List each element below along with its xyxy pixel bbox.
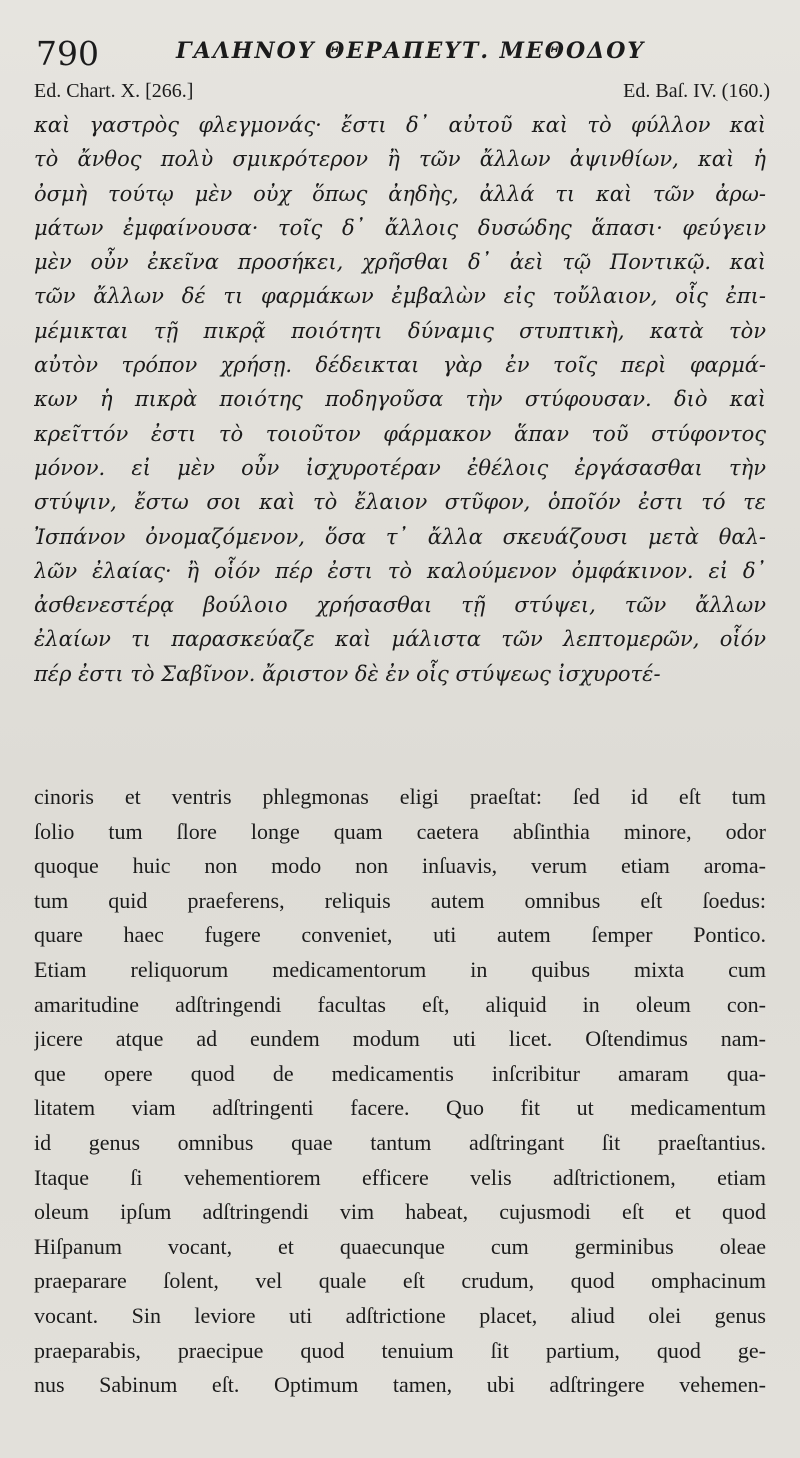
- running-title: ΓΑΛΗΝΟΥ ΘΕΡΑΠΕΥΤ. ΜΕΘΟΔΟΥ: [176, 38, 646, 64]
- page-number: 790: [36, 34, 99, 73]
- greek-text-line: στύψιν, ἔστω σοι καὶ τὸ ἔλαιον στῦφον, ὁποῖόν ἐστι τό τε: [34, 490, 766, 515]
- latin-text-line: Hiſpanum vocant, et quaecunque cum germinibus oleae: [34, 1233, 766, 1259]
- latin-text-line: ſolio tum ſlore longe quam caetera abſinthia minore, odor: [34, 818, 766, 844]
- latin-text-line: cinoris et ventris phlegmonas eligi praeſtat: ſed id eſt tum: [34, 784, 766, 809]
- greek-text-line: λῶν ἐλαίας· ἢ οἷόν πέρ ἐστι τὸ καλούμενον ὀμφάκινον. εἰ δ᾽: [34, 558, 766, 583]
- latin-text-line: que opere quod de medicamentis inſcribitur amaram qua-: [34, 1060, 766, 1086]
- latin-text-line: Itaque ſi vehementiorem efficere velis adſtrictionem, etiam: [34, 1164, 766, 1190]
- greek-text-line: ὀσμὴ τούτῳ μὲν οὐχ ὅπως ἀηδὴς, ἀλλά τι καὶ τῶν ἀρω-: [34, 181, 766, 206]
- edition-chartier-reference: Ed. Chart. X. [266.]: [34, 80, 194, 102]
- latin-text-line: vocant. Sin leviore uti adſtrictione placet, aliud olei genus: [34, 1302, 766, 1328]
- greek-text-line: μέμικται τῇ πικρᾷ ποιότητι δύναμις στυπτικὴ, κατὰ τὸν: [34, 318, 766, 343]
- greek-text-line: κων ἡ πικρὰ ποιότης ποδηγοῦσα τὴν στύφουσαν. διὸ καὶ: [34, 387, 766, 412]
- page-header: [36, 34, 766, 80]
- latin-text-line: oleum ipſum adſtringendi vim habeat, cujusmodi eſt et quod: [34, 1199, 766, 1225]
- latin-text-line: id genus omnibus quae tantum adſtringant ſit praeſtantius.: [34, 1129, 766, 1155]
- greek-text-line: μάτων ἐμφαίνουσα· τοῖς δ᾽ ἄλλοις δυσώδης ἅπασι· φεύγειν: [34, 215, 766, 240]
- latin-text-line: litatem viam adſtringenti facere. Quo fit ut medicamentum: [34, 1095, 766, 1121]
- edition-basel-reference: Ed. Baſ. IV. (160.): [623, 80, 770, 102]
- greek-text-line: μὲν οὖν ἐκεῖνα προσήκει, χρῆσθαι δ᾽ ἀεὶ τῷ Ποντικῷ. καὶ: [34, 250, 766, 275]
- greek-text-line: αὐτὸν τρόπον χρήσῃ. δέδεικται γὰρ ἐν τοῖς περὶ φαρμά-: [34, 353, 766, 378]
- greek-text-column: [34, 108, 766, 691]
- latin-text-line: quoque huic non modo non inſuavis, verum etiam aroma-: [34, 853, 766, 879]
- latin-text-line: Etiam reliquorum medicamentorum in quibus mixta cum: [34, 956, 766, 982]
- greek-text-line: ἐλαίων τι παρασκεύαζε καὶ μάλιστα τῶν λεπτομερῶν, οἷόν: [34, 627, 766, 652]
- latin-text-line: tum quid praeferens, reliquis autem omnibus eſt ſoedus:: [34, 887, 766, 913]
- greek-text-line: καὶ γαστρὸς φλεγμονάς· ἔστι δ᾽ αὐτοῦ καὶ τὸ φύλλον καὶ: [34, 113, 766, 137]
- latin-text-line: praeparabis, praecipue quod tenuium ſit partium, quod ge-: [34, 1337, 766, 1363]
- latin-text-line: jicere atque ad eundem modum uti licet. Oſtendimus nam-: [34, 1026, 766, 1052]
- edition-reference-row: [34, 80, 770, 108]
- latin-text-line: nus Sabinum eſt. Optimum tamen, ubi adſtringere vehemen-: [34, 1372, 766, 1398]
- greek-text-line: μόνον. εἰ μὲν οὖν ἰσχυροτέραν ἐθέλοις ἐργάσασθαι τὴν: [34, 455, 766, 480]
- greek-text-line: τὸ ἄνθος πολὺ σμικρότερον ἢ τῶν ἄλλων ἀψινθίων, καὶ ἡ: [34, 147, 766, 172]
- latin-text-line: quare haec fugere conveniet, uti autem ſemper Pontico.: [34, 922, 766, 948]
- greek-text-line: ἀσθενεστέρᾳ βούλοιο χρήσασθαι τῇ στύψει, τῶν ἄλλων: [34, 593, 766, 618]
- greek-text-line: κρεῖττόν ἐστι τὸ τοιοῦτον φάρμακον ἅπαν τοῦ στύφοντος: [34, 421, 766, 446]
- latin-text-line: amaritudine adſtringendi facultas eſt, aliquid in oleum con-: [34, 991, 766, 1017]
- greek-text-line: πέρ ἐστι τὸ Σαβῖνον. ἄριστον δὲ ἐν οἷς στύψεως ἰσχυροτέ-: [34, 661, 661, 686]
- latin-translation-column: [34, 780, 766, 1403]
- greek-text-line: τῶν ἄλλων δέ τι φαρμάκων ἐμβαλὼν εἰς τοὔλαιον, οἷς ἐπι-: [34, 284, 766, 309]
- greek-text-line: Ἰσπάνον ὀνομαζόμενον, ὅσα τ᾽ ἄλλα σκευάζουσι μετὰ θαλ-: [34, 524, 766, 549]
- latin-text-line: praeparare ſolent, vel quale eſt crudum, quod omphacinum: [34, 1268, 766, 1294]
